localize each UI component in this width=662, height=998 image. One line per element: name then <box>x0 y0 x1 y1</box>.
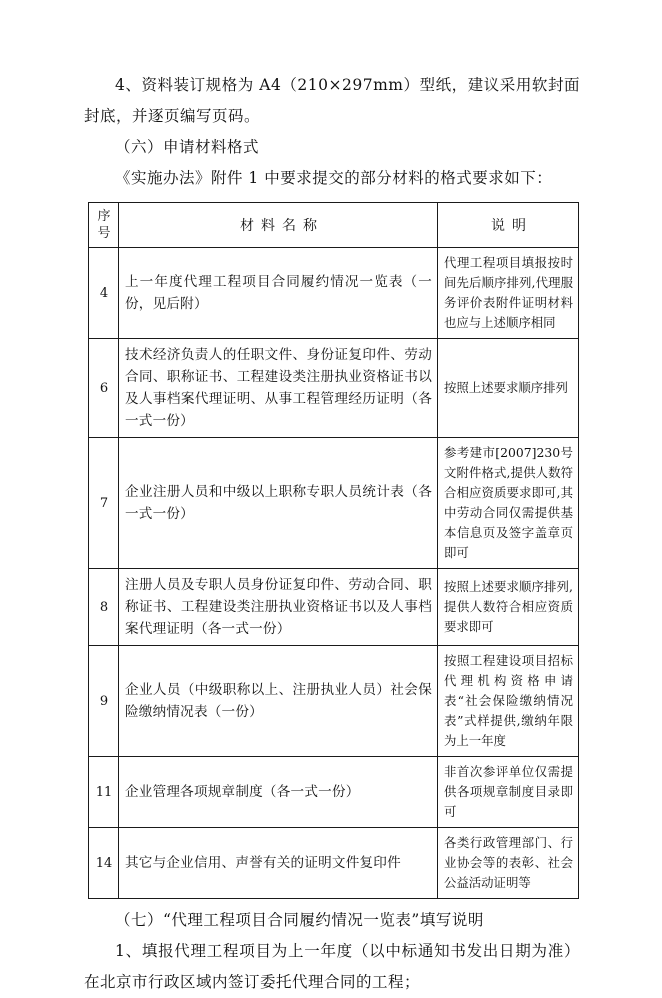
paragraph-section-six-heading: （六）申请材料格式 <box>115 138 260 156</box>
materials-format-table <box>88 202 579 899</box>
cell-sequence-number: 9 <box>89 646 119 757</box>
cell-sequence-number: 14 <box>89 828 119 899</box>
paragraph-fill-instruction-one: 1、填报代理工程项目为上一年度（以中标通知书发出日期为准）在北京市行政区域内签订委托代理合同的工程； <box>84 942 580 991</box>
cell-description: 非首次参评单位仅需提供各项规章制度目录即可 <box>438 757 579 828</box>
paragraph-format-requirements: 《实施办法》附件 1 中要求提交的部分材料的格式要求如下： <box>115 169 553 187</box>
table-row <box>89 248 579 339</box>
sequence-header-line2: 号 <box>97 226 111 241</box>
sequence-header-line1: 序 <box>97 209 111 224</box>
table-row <box>89 646 579 757</box>
cell-description: 代理工程项目填报按时间先后顺序排列,代理服务评价表附件证明材料也应与上述顺序相同 <box>438 248 579 339</box>
cell-sequence-number: 7 <box>89 438 119 569</box>
table-row <box>89 569 579 646</box>
page-content <box>84 70 580 998</box>
table-header-row <box>89 203 579 248</box>
cell-material-name: 企业管理各项规章制度（各一式一份） <box>119 757 438 828</box>
cell-sequence-number: 8 <box>89 569 119 646</box>
table-row <box>89 757 579 828</box>
cell-material-name: 其它与企业信用、声誉有关的证明文件复印件 <box>119 828 438 899</box>
cell-description: 参考建市[2007]230号文附件格式,提供人数符合相应资质要求即可,其中劳动合同仅需提供基本信息页及签字盖章页即可 <box>438 438 579 569</box>
column-header-sequence <box>89 203 119 248</box>
cell-material-name: 注册人员及专职人员身份证复印件、劳动合同、职称证书、工程建设类注册执业资格证书以及人事档案代理证明（各一式一份） <box>119 569 438 646</box>
cell-description: 各类行政管理部门、行业协会等的表彰、社会公益活动证明等 <box>438 828 579 899</box>
cell-description: 按照上述要求顺序排列 <box>438 339 579 438</box>
cell-material-name: 技术经济负责人的任职文件、身份证复印件、劳动合同、职称证书、工程建设类注册执业资格证书以及人事档案代理证明、从事工程管理经历证明（各一式一份） <box>119 339 438 438</box>
cell-sequence-number: 11 <box>89 757 119 828</box>
cell-material-name: 上一年度代理工程项目合同履约情况一览表（一份，见后附） <box>119 248 438 339</box>
table-row <box>89 339 579 438</box>
table-row <box>89 438 579 569</box>
table-row <box>89 828 579 899</box>
column-header-material-name: 材料名称 <box>119 203 438 248</box>
cell-description: 按照上述要求顺序排列,提供人数符合相应资质要求即可 <box>438 569 579 646</box>
cell-material-name: 企业注册人员和中级以上职称专职人员统计表（各一式一份） <box>119 438 438 569</box>
cell-material-name: 企业人员（中级职称以上、注册执业人员）社会保险缴纳情况表（一份） <box>119 646 438 757</box>
paragraph-binding-spec: 4、资料装订规格为 A4（210×297mm）型纸，建议采用软封面封底，并逐页编写页码。 <box>84 76 580 125</box>
paragraph-section-seven-heading: （七）“代理工程项目合同履约情况一览表”填写说明 <box>115 911 484 929</box>
cell-description: 按照工程建设项目招标代理机构资格申请表“社会保险缴纳情况表”式样提供,缴纳年限为上一年度 <box>438 646 579 757</box>
materials-table-wrapper <box>84 202 580 899</box>
cell-sequence-number: 4 <box>89 248 119 339</box>
column-header-description: 说明 <box>438 203 579 248</box>
cell-sequence-number: 6 <box>89 339 119 438</box>
